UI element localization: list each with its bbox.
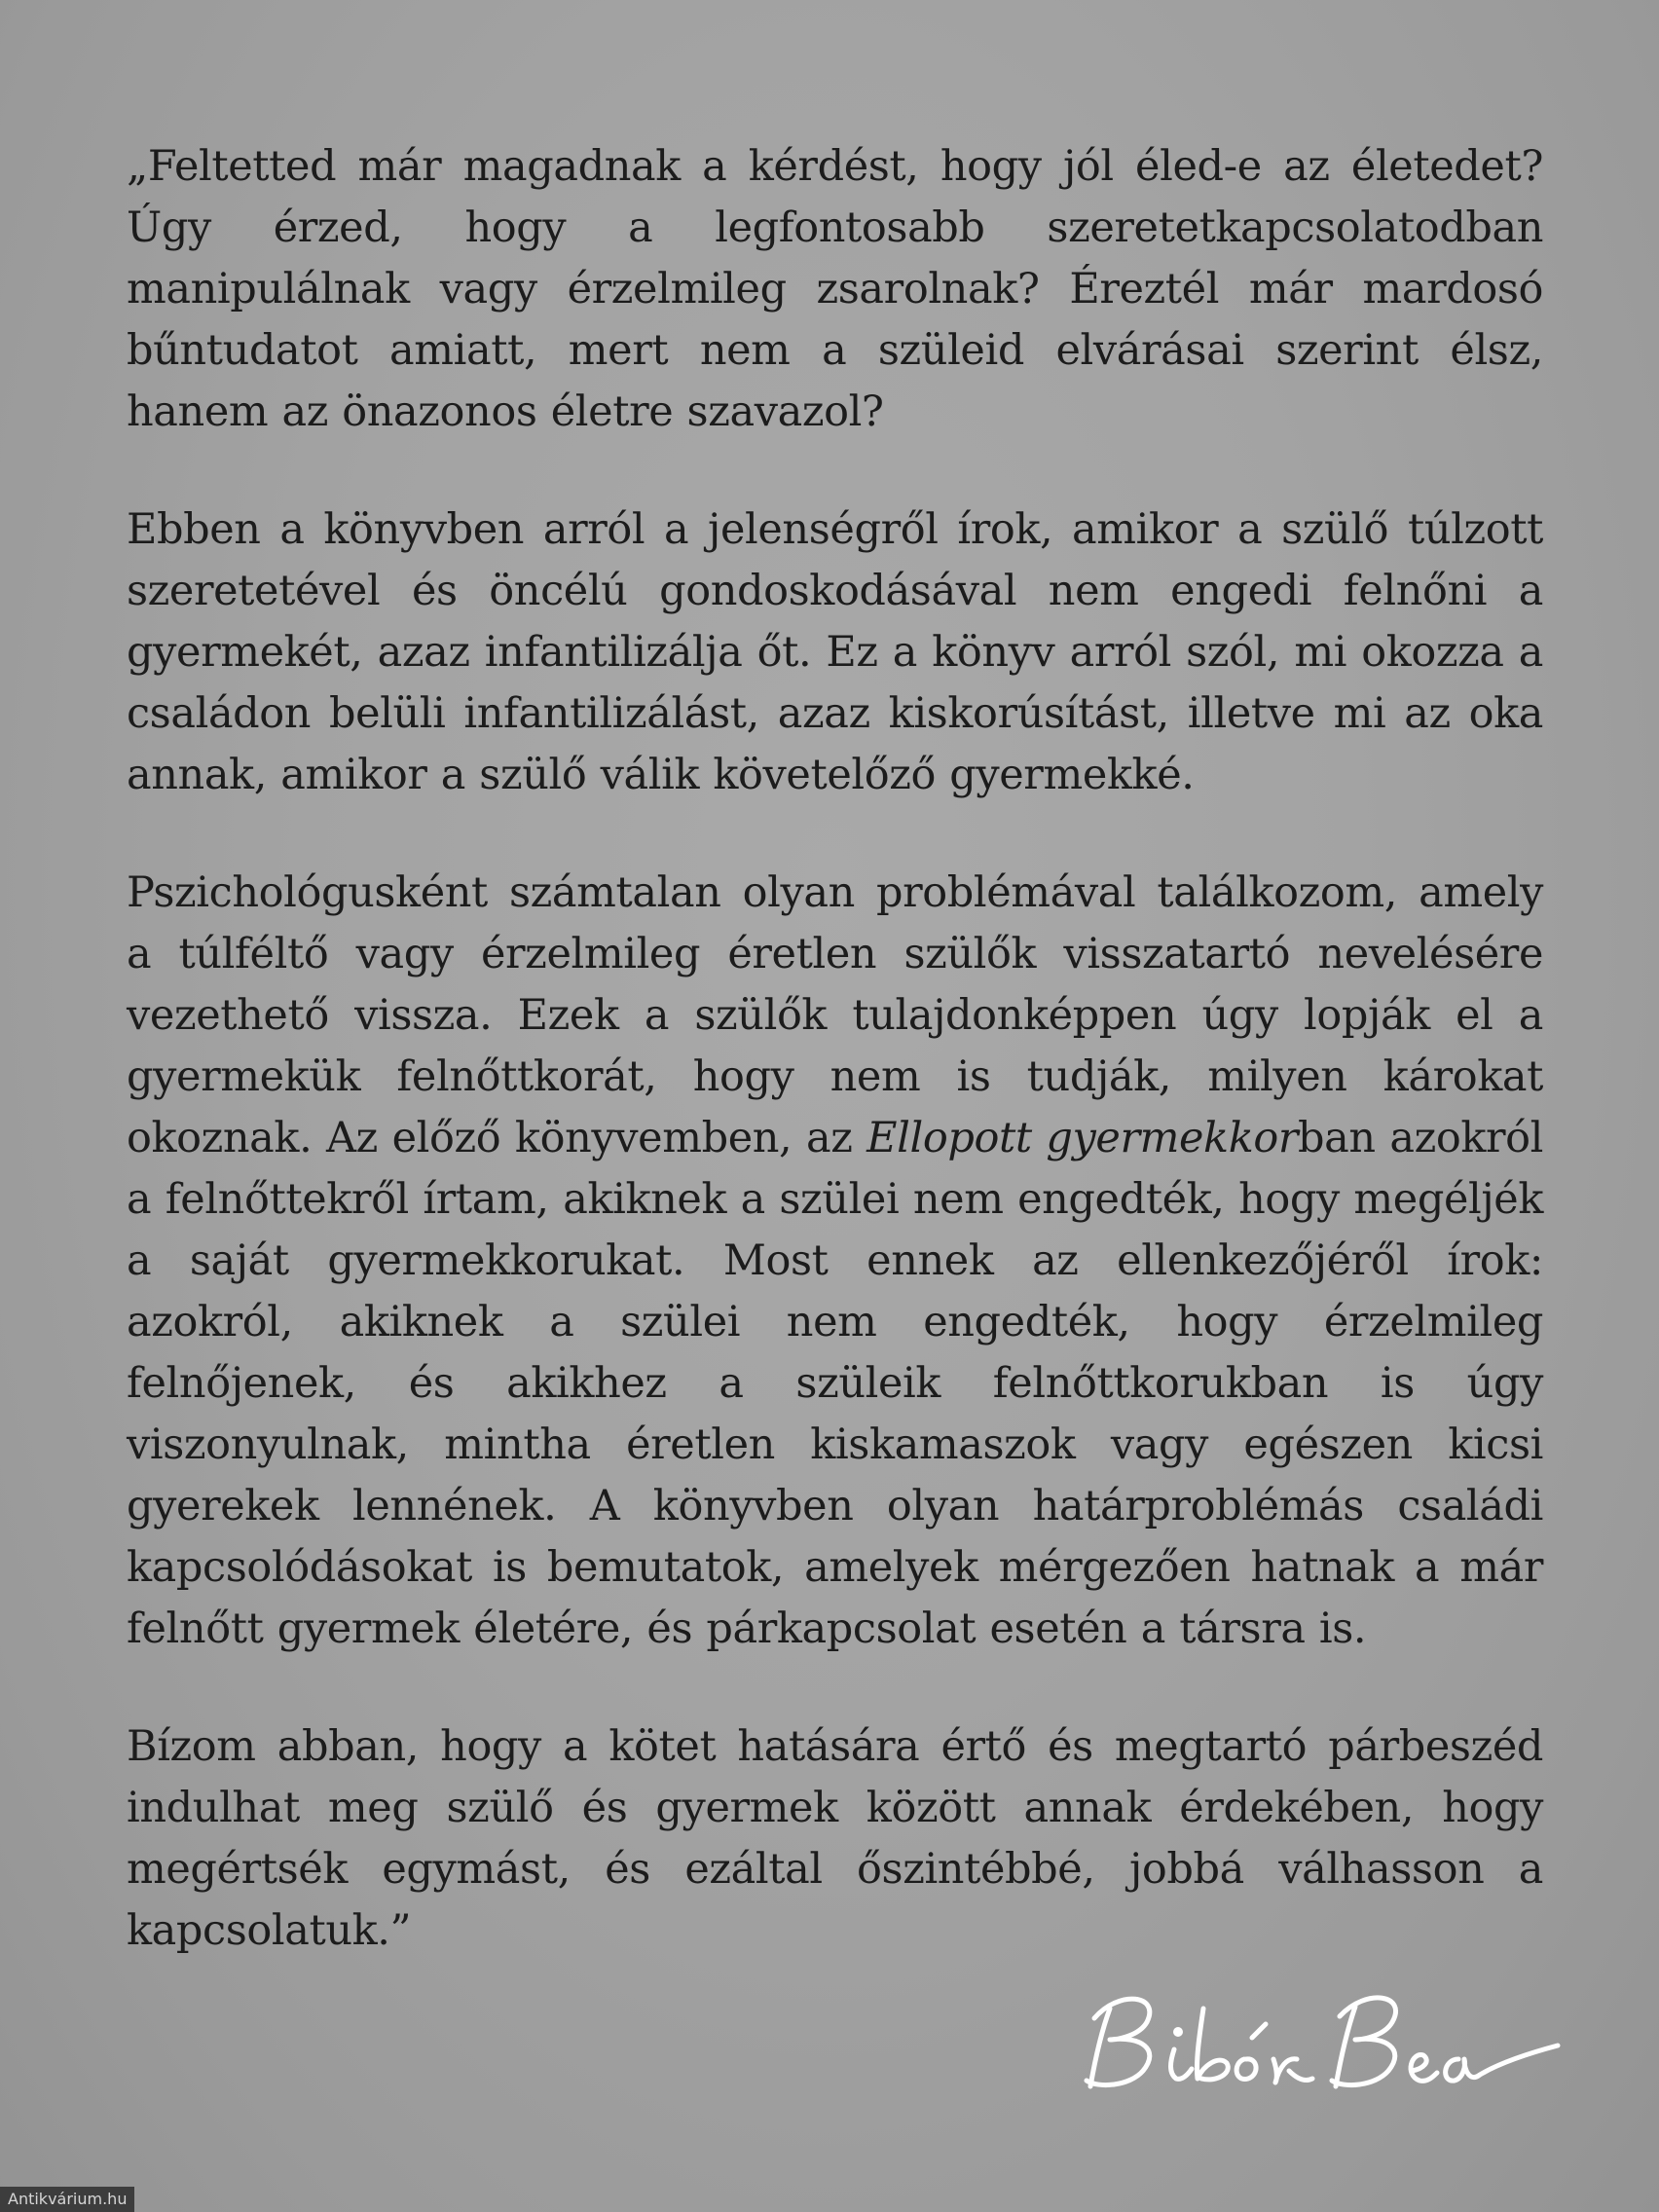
book-title-italic: Ellopott gyermekkor [866, 1114, 1299, 1162]
paragraph-1: „Feltetted már magadnak a kérdést, hogy jól éled-e az életedet? Úgy érzed, hogy a legfontosabb szeretetkapcsolatodban manipulálnak vagy érzelmileg zsarolnak? Éreztél már mardosó bűntudatot amiatt, mert nem a szüleid elvárásai szerint élsz, hanem az önazonos életre szavazol? [127, 142, 1543, 436]
paragraph-2: Ebben a könyvben arról a jelenségről írok, amikor a szülő túlzott szeretetével és öncélú gondoskodásával nem engedi felnőni a gyermekét, azaz infantilizálja őt. Ez a könyv arról szól, mi okozza a családon belüli infantilizálást, azaz kiskorúsítást, illetve mi az oka annak, amikor a szülő válik követelőző gyermekké. [127, 505, 1543, 799]
watermark: Antikvárium.hu [0, 2187, 134, 2212]
paragraph-3-part-2: ban azokról a felnőttekről írtam, akiknek a szülei nem engedték, hogy megéljék a saját gyermekkorukat. Most ennek az ellenkezőjéről írok: azokról, akiknek a szülei nem engedték, hogy érzelmileg felnőjenek, és akikhez a szüleik felnőttkorukban is úgy viszonyulnak, mintha éretlen kiskamaszok vagy egészen kicsi gyerekek lennének. A könyvben olyan határproblémás családi kapcsolódásokat is bemutatok, amelyek mérgezően hatnak a már felnőtt gyermek életére, és párkapcsolat esetén a társra is. [127, 1114, 1543, 1653]
author-signature [1081, 1981, 1567, 2098]
paragraph-3 [127, 863, 1543, 1660]
blurb-text [127, 136, 1543, 2018]
paragraph-4: Bízom abban, hogy a kötet hatására értő és megtartó párbeszéd indulhat meg szülő és gyermek között annak érdekében, hogy megértsék egymást, és ezáltal őszintébbé, jobbá válhasson a kapcsolatuk.” [127, 1722, 1543, 1955]
paragraph-3-part-1: Pszichológusként számtalan olyan problémával találkozom, amely a túlféltő vagy érzelmileg éretlen szülők visszatartó nevelésére vezethető vissza. Ezek a szülők tulajdonképpen úgy lopják el a gyermekük felnőttkorát, hogy nem is tudják, milyen károkat okoznak. Az előző könyvemben, az [127, 868, 1543, 1162]
